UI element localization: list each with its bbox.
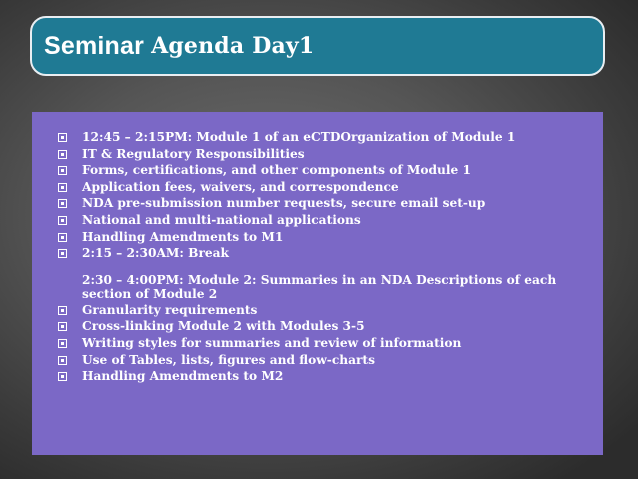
- agenda-item: [58, 302, 595, 319]
- agenda-item-text: Granularity requirements: [82, 302, 258, 317]
- agenda-item-text: Cross-linking Module 2 with Modules 3-5: [82, 319, 365, 334]
- agenda-item: [58, 352, 595, 369]
- agenda-item: [58, 129, 595, 146]
- agenda-item-text: National and multi-national applications: [82, 212, 361, 227]
- checkbox-bullet-icon: [58, 233, 67, 242]
- agenda-item: [58, 229, 595, 246]
- agenda-item: [58, 212, 595, 229]
- title-banner: [30, 16, 605, 76]
- agenda-item-text: Forms, certifications, and other components of Module 1: [82, 163, 471, 178]
- checkbox-bullet-icon: [58, 150, 67, 159]
- checkbox-bullet-icon: [58, 249, 67, 258]
- agenda-item: [58, 318, 595, 335]
- agenda-item-text: 12:45 – 2:15PM: Module 1 of an eCTDOrganization of Module 1: [82, 130, 516, 144]
- agenda-item: [58, 368, 595, 385]
- agenda-item-session-heading: [58, 273, 595, 302]
- checkbox-bullet-icon: [58, 166, 67, 175]
- checkbox-bullet-icon: [58, 372, 67, 381]
- title-agenda: Agenda Day1: [151, 33, 315, 59]
- agenda-item-text: Application fees, waivers, and correspondence: [82, 179, 399, 194]
- agenda-item: [58, 195, 595, 212]
- checkbox-bullet-icon: [58, 183, 67, 192]
- agenda-item-text: NDA pre-submission number requests, secure email set-up: [82, 196, 486, 211]
- agenda-item-text: 2:15 – 2:30AM: Break: [82, 246, 229, 261]
- agenda-item: [58, 146, 595, 163]
- agenda-item: [58, 179, 595, 196]
- checkbox-bullet-icon: [58, 133, 67, 142]
- agenda-list: [58, 129, 595, 385]
- checkbox-bullet-icon: [58, 306, 67, 315]
- agenda-item-text: 2:30 – 4:00PM: Module 2: Summaries in an NDA Descriptions of each section of Module 2: [82, 272, 557, 302]
- checkbox-bullet-icon: [58, 339, 67, 348]
- agenda-item-text: Writing styles for summaries and review of information: [82, 335, 462, 350]
- title-seminar: Seminar: [44, 31, 145, 60]
- agenda-item-text: Handling Amendments to M2: [82, 369, 284, 384]
- agenda-item: [58, 162, 595, 179]
- agenda-item-text: Use of Tables, lists, figures and flow-charts: [82, 352, 375, 367]
- checkbox-bullet-icon: [58, 356, 67, 365]
- agenda-item-text: Handling Amendments to M1: [82, 229, 284, 244]
- checkbox-bullet-icon: [58, 199, 67, 208]
- agenda-panel: [32, 112, 603, 455]
- checkbox-bullet-icon: [58, 216, 67, 225]
- agenda-item: [58, 245, 595, 262]
- agenda-item-text: IT & Regulatory Responsibilities: [82, 146, 305, 161]
- agenda-item: [58, 335, 595, 352]
- checkbox-bullet-icon: [58, 322, 67, 331]
